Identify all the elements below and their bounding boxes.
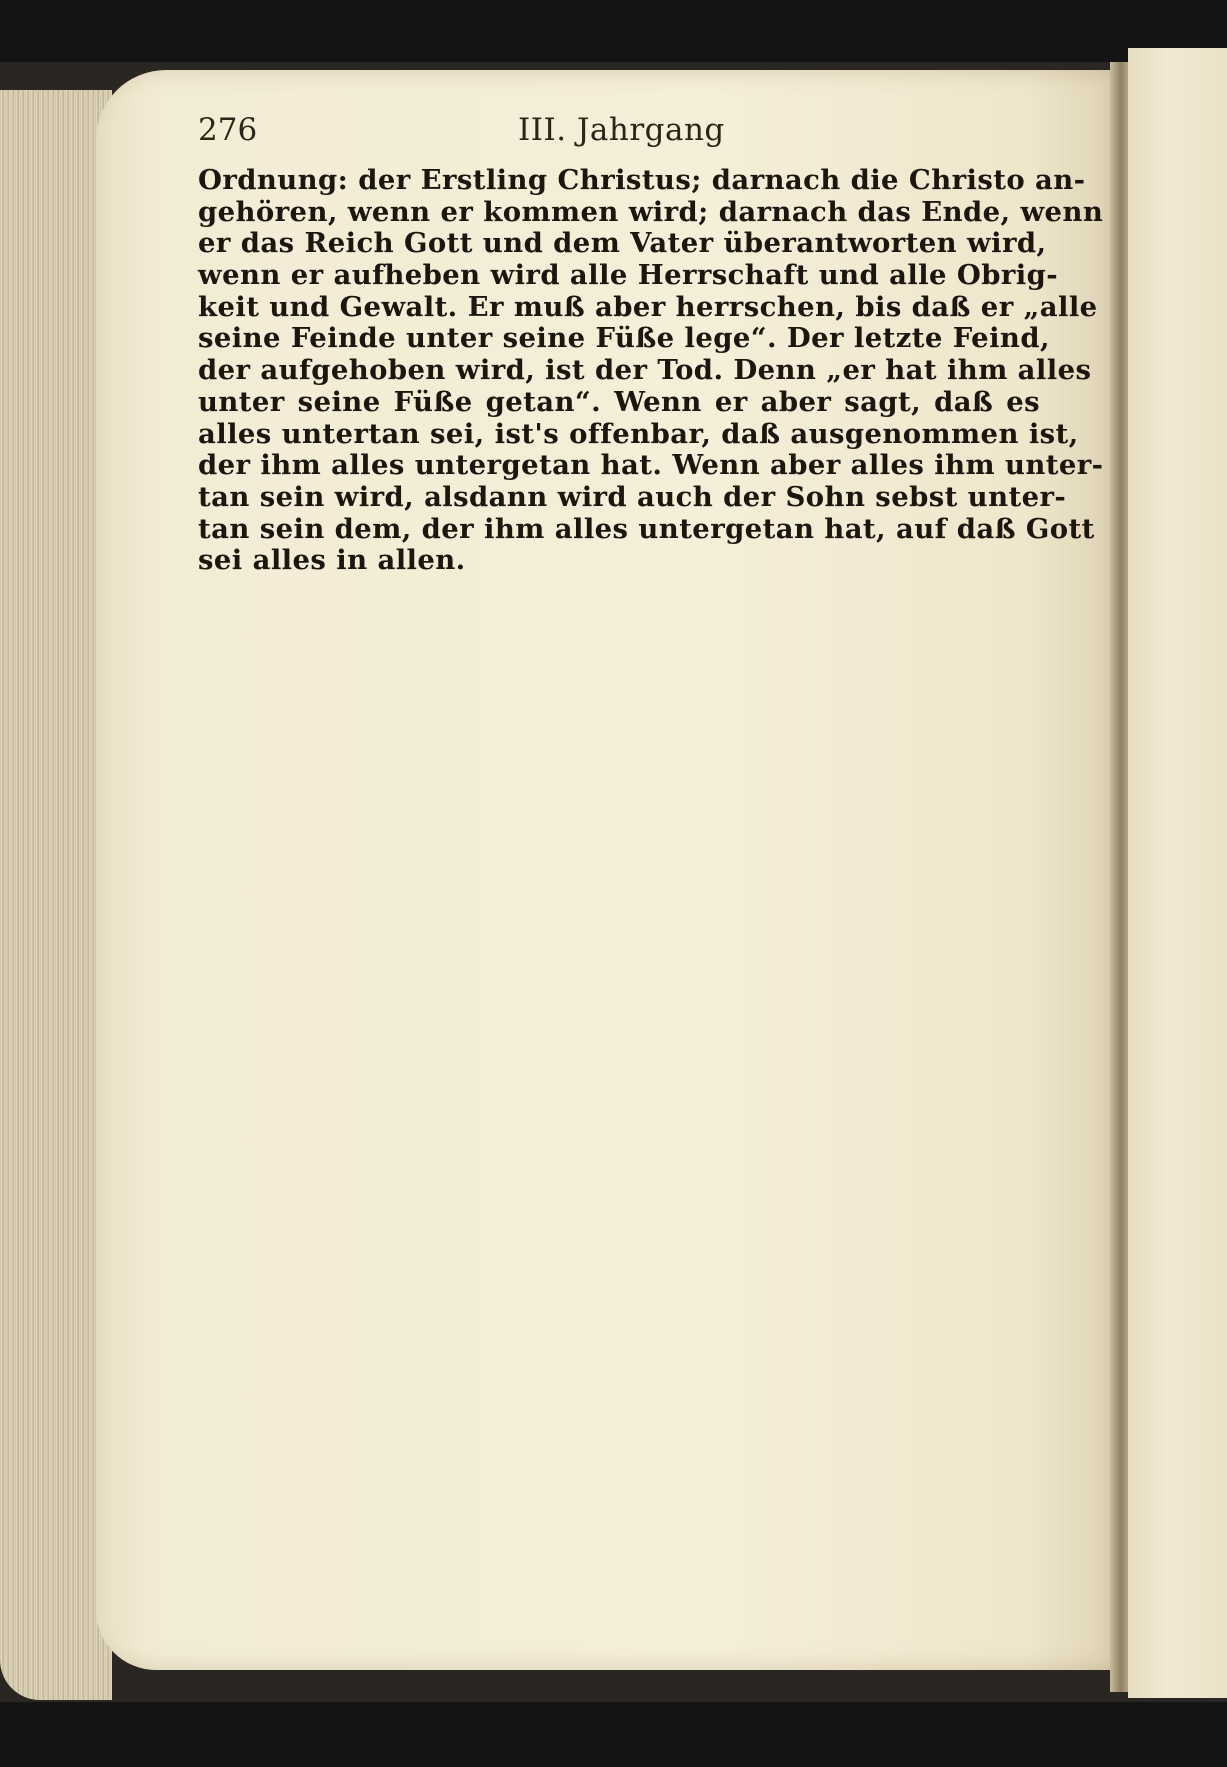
page-number: 276 — [198, 112, 258, 148]
text-line: gehören, wenn er kommen wird; darnach das Ende, wenn — [198, 195, 1104, 228]
text-line: Ordnung: der Erstling Christus; darnach die Christo an- — [198, 164, 1086, 196]
text-line: sei alles in allen. — [198, 544, 466, 577]
text-line: unter seine Füße getan“. Wenn er aber sagt, daß es — [198, 385, 1040, 418]
running-head — [198, 112, 1038, 154]
body-text — [198, 164, 1104, 577]
text-line: tan sein wird, alsdann wird auch der Sohn sebst unter- — [198, 480, 1067, 513]
text-line: keit und Gewalt. Er muß aber herrschen, bis daß er „alle — [198, 290, 1098, 323]
header-title: III. Jahrgang — [518, 112, 725, 148]
text-line: wenn er aufheben wird alle Herrschaft und alle Obrig- — [198, 259, 1059, 292]
facing-page-edge — [1128, 48, 1227, 1698]
text-line: alles untertan sei, ist's offenbar, daß ausgenommen ist, — [198, 417, 1079, 450]
text-line: tan sein dem, der ihm alles untergetan hat, auf daß Gott — [198, 512, 1095, 545]
text-line: der ihm alles untergetan hat. Wenn aber alles ihm unter- — [198, 449, 1104, 482]
text-line: der aufgehoben wird, ist der Tod. Denn „er hat ihm alles — [198, 354, 1092, 387]
text-line: er das Reich Gott und dem Vater überantworten wird, — [198, 227, 1047, 260]
text-line: seine Feinde unter seine Füße lege“. Der letzte Feind, — [198, 322, 1050, 355]
